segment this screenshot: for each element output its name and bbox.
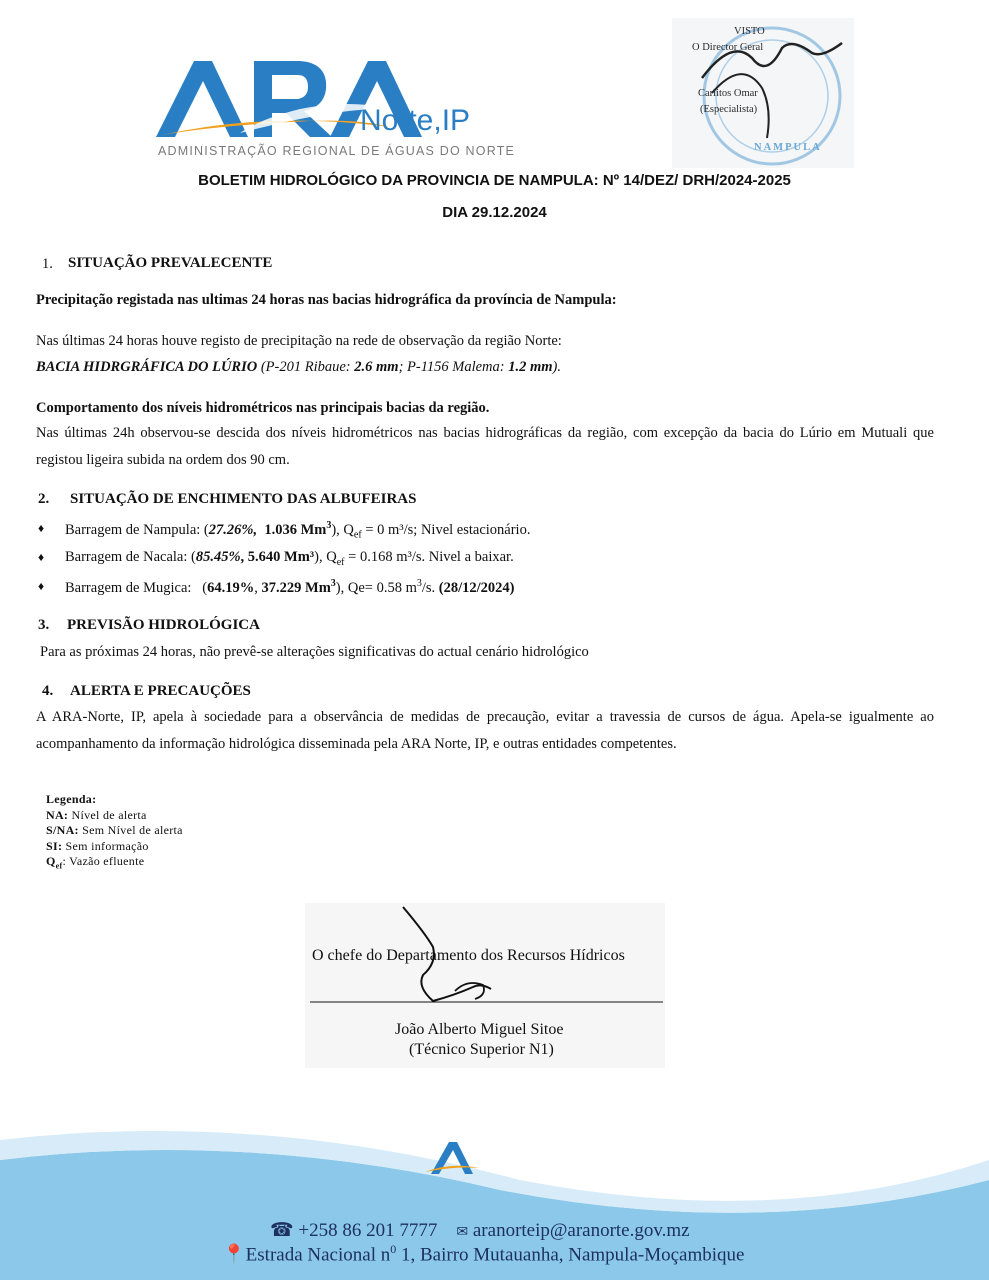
logo-suffix: Norte,IP [360,104,471,137]
bullet: ♦ [38,579,45,593]
dam-vol: 37.229 Mm [261,579,331,596]
behaviour-text: Nas últimas 24h observou-se descida dos níveis hidrométricos nas bacias hidrográficas da região, com excepção da bacia do Lúrio em Mutuali que registou ligeira subida na ordem dos 90 cm. [36,425,934,468]
dam-vol: , 5.640 Mm³ [240,549,315,565]
legend [46,792,183,874]
email-icon: ✉ [456,1225,469,1240]
bullet: ♦ [38,521,45,535]
bulletin-date: DIA 29.12.2024 [442,204,547,221]
phone-icon: ☎ [270,1220,294,1241]
section-2-heading: SITUAÇÃO DE ENCHIMENTO DAS ALBUFEIRAS [70,491,417,507]
precipitation-intro: Nas últimas 24 horas houve registo de precipitação na rede de observação da região Norte: [36,333,562,349]
forecast-text: Para as próximas 24 horas, não prevê-se alterações significativas do actual cenário hidrológico [40,644,589,660]
dam-pct: 27.26%, [208,521,258,538]
basin-line [36,359,561,376]
footer-contacts [270,1219,690,1242]
behaviour-heading: Comportamento dos níveis hidrométricos nas principais bacias da região. [36,400,490,416]
bullet: ♦ [38,550,45,564]
stamp-line: VISTO [734,26,765,37]
signature-block [305,903,665,1068]
signature-role: O chefe do Departamento dos Recursos Hídricos [312,947,625,964]
station-2-name: ; P-1156 Malema: [398,359,509,375]
legend-item: SI: Sem informação [46,838,149,853]
approval-stamp [672,18,854,168]
station-1-name: (P-201 Ribaue: [257,359,355,375]
section-4-number: 4. [42,683,54,699]
dam-prefix: Barragem de Nampula: ( [65,521,209,538]
section-3-heading: PREVISÃO HIDROLÓGICA [67,617,260,633]
station-2-value: 1.2 mm [508,359,553,375]
dam-prefix: Barragem de Nacala: ( [65,549,196,565]
alert-text: A ARA-Norte, IP, apela à sociedade para a observância de medidas de precaução, evitar a travessia de cursos de água. Apela-se igualmente ao acompanhamento da informação hidrológica disseminada pela ARA Norte, IP, e outras entidades competentes. [36,709,934,752]
station-end: ). [552,359,561,375]
footer-email: aranorteip@aranorte.gov.mz [472,1220,690,1241]
dam-rest: = 0 m³/s; Nivel estacionário. [361,521,531,538]
signature-title: (Técnico Superior N1) [409,1041,554,1058]
dam-date: (28/12/2024) [438,579,515,596]
dam-rest: Qe= 0.58 m [347,579,417,596]
dam-vol: 1.036 Mm [264,521,327,538]
footer-phone: +258 86 201 7777 [298,1220,438,1241]
section-2-number: 2. [38,491,50,507]
section-4-heading: ALERTA E PRECAUÇÕES [70,683,251,699]
dam-nampula: Barragem de Nampula: (27.26%, 1.036 Mm$^3$), $Q_{ef} = 0$ m³/s; Nivel estacionário. [65,520,531,541]
dam-nacala: Barragem de Nacala: (85.45%, 5.640 Mm³), $Q_{ef} = 0.168$ m³/s. Nivel a baixar. [65,549,514,568]
dam-prefix: Barragem de Mugica: ( [65,579,208,596]
dam-mugica: Barragem de Mugica: (64.19%, 37.229 Mm$^3$), Qe= 0.58 $m^3/s$. (28/12/2024) [65,578,515,596]
signature-name: João Alberto Miguel Sitoe [395,1021,564,1038]
precipitation-subheading: Precipitação registada nas ultimas 24 horas nas bacias hidrográfica da província de Nampula: [36,292,617,308]
basin-name: BACIA HIDRGRÁFICA DO LÚRIO [36,359,258,375]
section-1-heading: SITUAÇÃO PREVALECENTE [68,255,273,271]
legend-item: $Q_{ef}$: Vazão efluente [46,854,145,871]
bulletin-title: BOLETIM HIDROLÓGICO DA PROVINCIA DE NAMPULA: Nº 14/DEZ/ DRH/2024-2025 [198,172,791,189]
stamp-line: Carlitos Omar [698,88,758,99]
legend-item: S/NA: Sem Nível de alerta [46,823,183,837]
section-1-number: 1. [42,256,53,272]
logo-tagline: ADMINISTRAÇÃO REGIONAL DE ÁGUAS DO NORTE [158,144,516,158]
footer-address: 📍Estrada Nacional $n^0$ 1, Bairro Mutauanha, Nampula-Moçambique [222,1242,745,1266]
stamp-line: NAMPULA [754,142,822,153]
stamp-line: (Especialista) [700,104,758,115]
legend-title: Legenda: [46,792,97,806]
section-3-number: 3. [38,617,50,633]
location-pin-icon: 📍 [222,1244,246,1266]
station-1-value: 2.6 mm [354,359,399,375]
legend-item: NA: Nível de alerta [46,807,147,822]
dam-rest: = 0.168 m³/s. Nivel a baixar. [344,549,514,565]
dam-pct: 64.19% [207,579,255,596]
stamp-line: O Director Geral [692,42,764,53]
dam-pct: 85.45% [195,549,241,565]
